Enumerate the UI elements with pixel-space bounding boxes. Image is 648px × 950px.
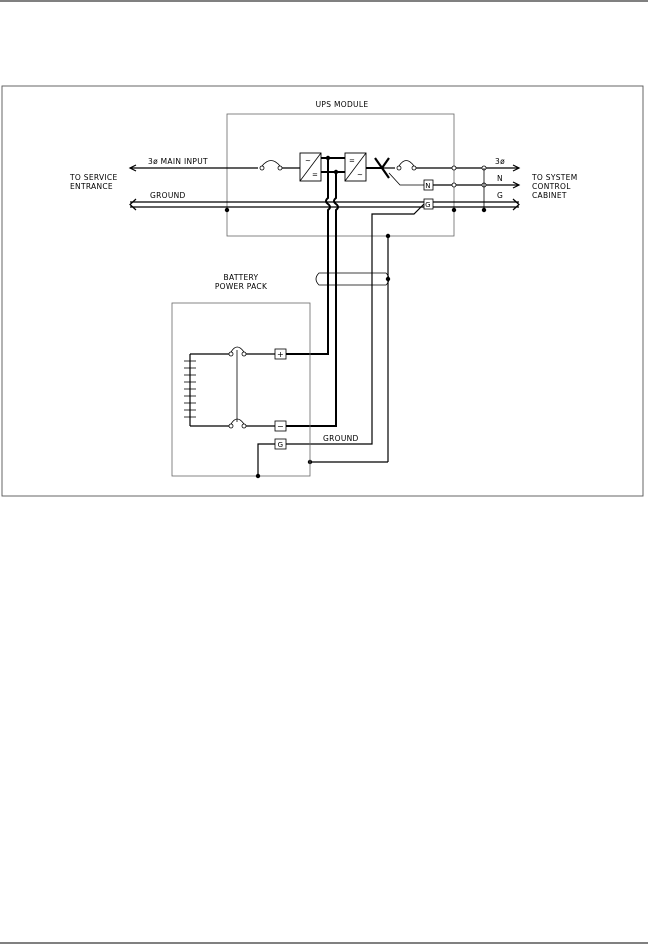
rectifier-icon	[300, 153, 321, 181]
ground-cable-conduit	[308, 234, 390, 464]
battery-breaker-negative-icon	[229, 419, 275, 428]
ground-battery-label: GROUND	[323, 434, 359, 443]
battery-label-2: POWER PACK	[214, 282, 268, 291]
battery-cells-icon	[184, 354, 229, 426]
ups-module-title: UPS MODULE	[315, 100, 369, 109]
inverter-icon	[345, 153, 366, 181]
battery-ground-terminal: G	[277, 441, 284, 449]
output-g-label: G	[496, 191, 504, 200]
negative-terminal: −	[276, 422, 285, 431]
svg-text:~: ~	[305, 157, 312, 165]
ground-left-label: GROUND	[150, 191, 186, 200]
to-system-label-2: CONTROL	[532, 182, 571, 191]
ground-terminal: G	[425, 201, 431, 209]
to-system-label-1: TO SYSTEM	[532, 173, 578, 182]
svg-text:=: =	[349, 157, 356, 165]
to-service-label-2: ENTRANCE	[70, 182, 113, 191]
output-3ph-label: 3ø	[495, 157, 505, 166]
battery-chassis-ground	[256, 444, 275, 478]
battery-pack-box	[172, 303, 310, 476]
main-input-label: 3ø MAIN INPUT	[148, 157, 208, 166]
neutral-terminal: N	[425, 182, 431, 190]
svg-text:=: =	[312, 171, 319, 179]
battery-label-1: BATTERY	[223, 273, 259, 282]
dc-positive-cable	[286, 158, 330, 354]
dc-negative-cable	[286, 172, 338, 426]
ups-module-box	[227, 114, 454, 236]
to-service-label-1: TO SERVICE	[70, 173, 118, 182]
svg-text:~: ~	[357, 171, 364, 179]
to-system-label-3: CABINET	[532, 191, 567, 200]
conduit-bundle-icon	[316, 273, 389, 285]
battery-breaker-positive-icon	[229, 347, 275, 356]
ground-cable-battery	[286, 204, 424, 444]
positive-terminal: +	[276, 350, 285, 359]
output-n-label: N	[497, 174, 503, 183]
ground-bus	[130, 168, 519, 212]
